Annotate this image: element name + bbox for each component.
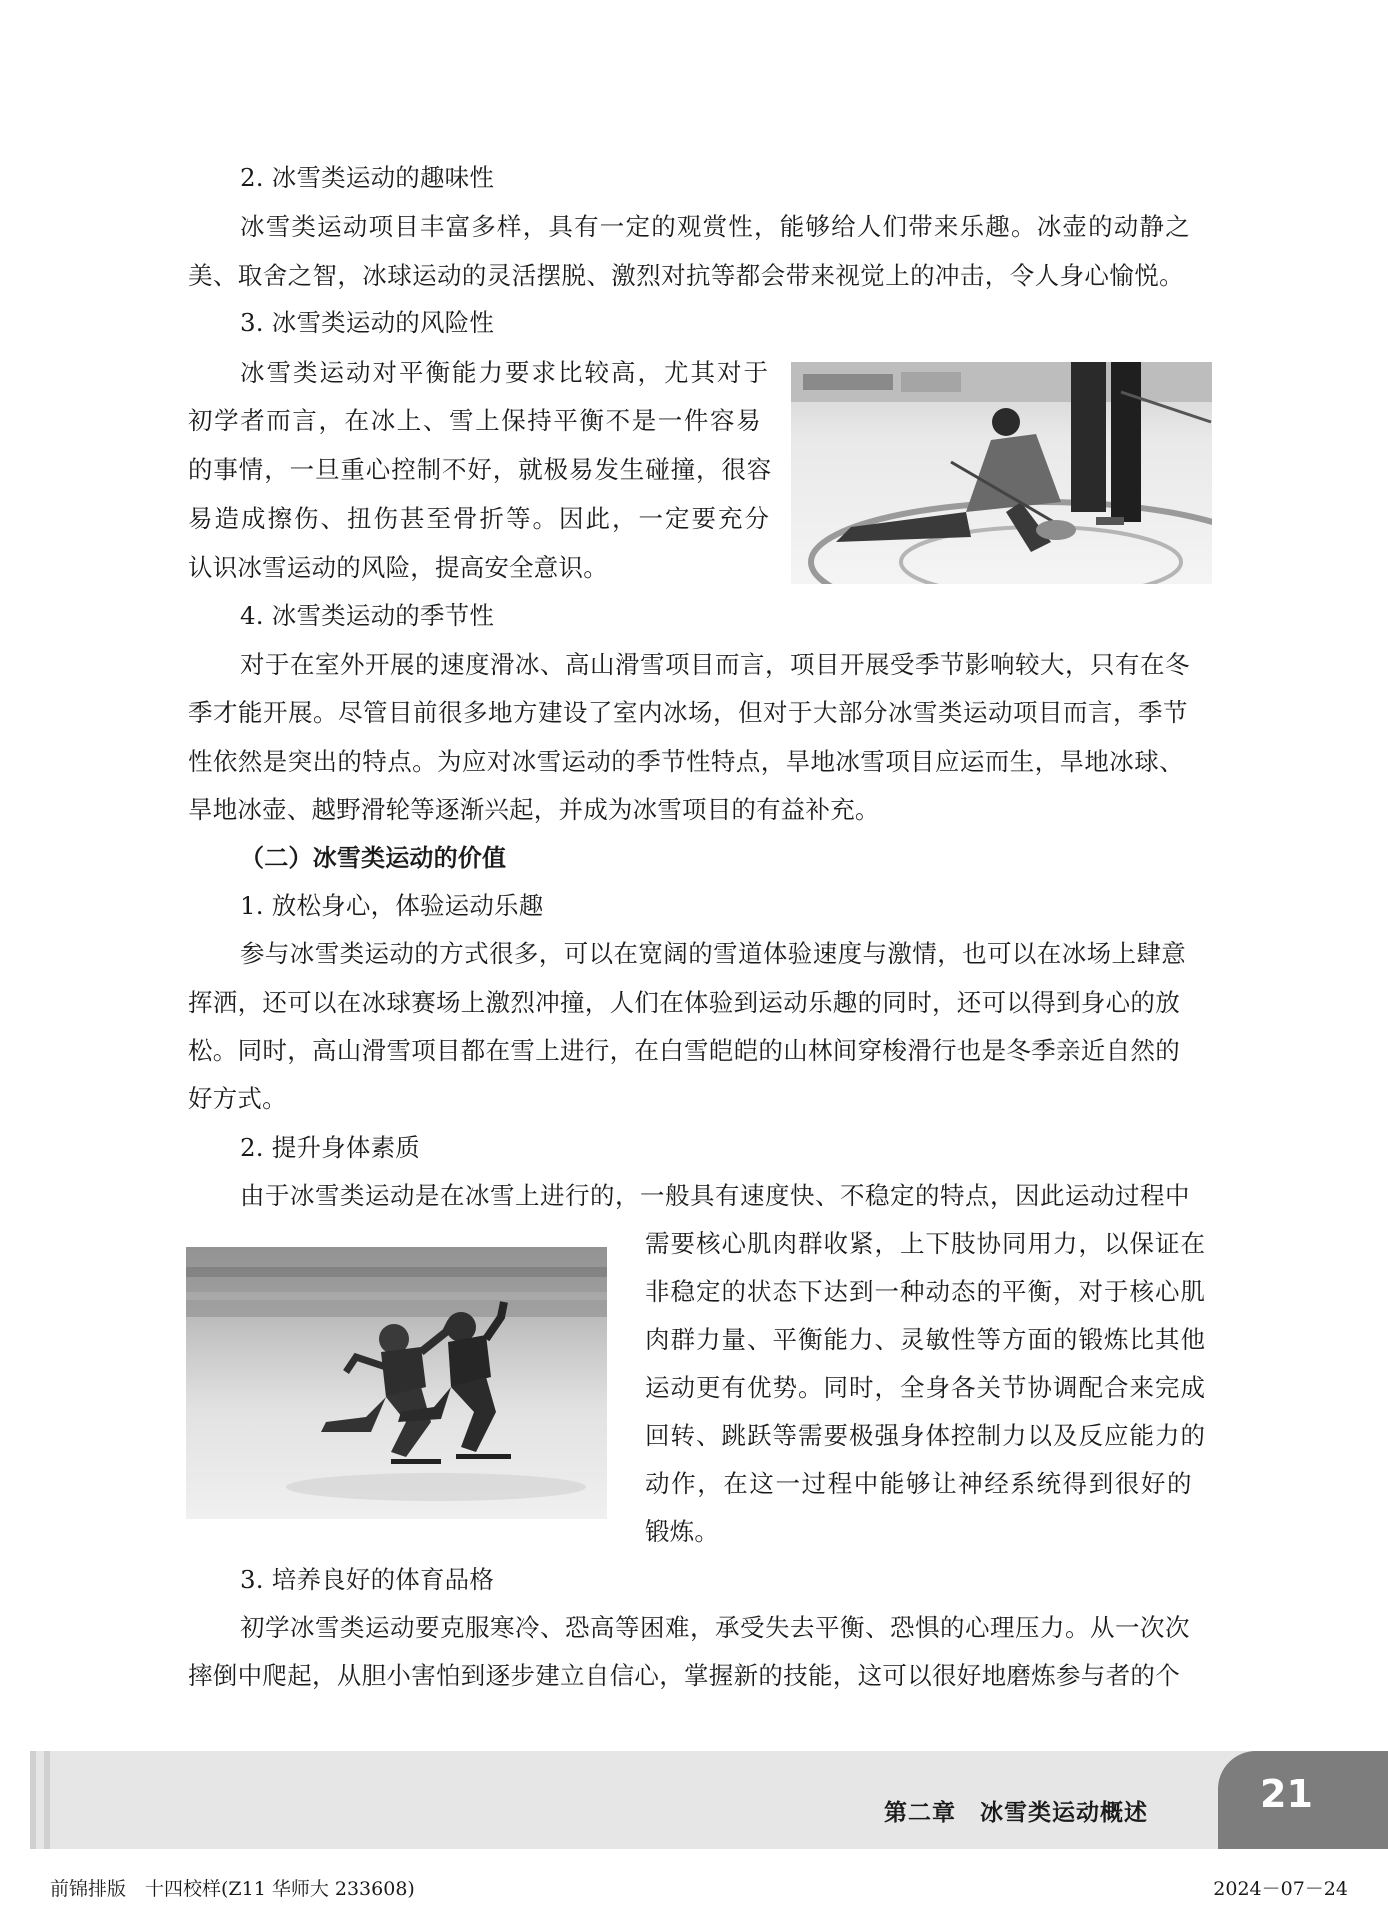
paragraph-line: 冰雪类运动对平衡能力要求比较高，尤其对于 xyxy=(240,358,770,387)
paragraph-line: 参与冰雪类运动的方式很多，可以在宽阔的雪道体验速度与激情，也可以在冰场上肆意 xyxy=(240,939,1187,968)
paragraph-line: 性依然是突出的特点。为应对冰雪运动的季节性特点，旱地冰雪项目应运而生，旱地冰球、 xyxy=(188,747,1184,776)
print-date: 2024－07－24 xyxy=(1213,1878,1348,1900)
paragraph-line: 挥洒，还可以在冰球赛场上激烈冲撞，人们在体验到运动乐趣的同时，还可以得到身心的放 xyxy=(188,988,1180,1017)
paragraph-line: 松。同时，高山滑雪项目都在雪上进行，在白雪皑皑的山林间穿梭滑行也是冬季亲近自然的 xyxy=(188,1036,1180,1065)
paragraph-line: 非稳定的状态下达到一种动态的平衡，对于核心肌 xyxy=(645,1277,1206,1306)
paragraph-line: 由于冰雪类运动是在冰雪上进行的，一般具有速度快、不稳定的特点，因此运动过程中 xyxy=(240,1181,1190,1210)
paragraph-line: 旱地冰壶、越野滑轮等逐渐兴起，并成为冰雪项目的有益补充。 xyxy=(188,795,880,824)
footer-stripe xyxy=(44,1751,50,1849)
paragraph-line: 回转、跳跃等需要极强身体控制力以及反应能力的 xyxy=(645,1421,1206,1450)
paragraph-line: 锻炼。 xyxy=(645,1517,720,1546)
subsection-heading-value: （二）冰雪类运动的价值 xyxy=(240,844,507,872)
paragraph-line: 季才能开展。尽管目前很多地方建设了室内冰场，但对于大部分冰雪类运动项目而言，季节 xyxy=(188,698,1188,727)
section-heading-relax: 1. 放松身心，体验运动乐趣 xyxy=(240,891,544,920)
paragraph-line: 好方式。 xyxy=(188,1084,287,1113)
paragraph-line: 易造成擦伤、扭伤甚至骨折等。因此，一定要充分 xyxy=(188,504,771,533)
footer-stripe xyxy=(30,1751,36,1849)
paragraph-line: 摔倒中爬起，从胆小害怕到逐步建立自信心，掌握新的技能，这可以很好地磨炼参与者的个 xyxy=(188,1661,1180,1690)
paragraph-line: 冰雪类运动项目丰富多样，具有一定的观赏性，能够给人们带来乐趣。冰壶的动静之 xyxy=(240,212,1191,241)
paragraph-line: 需要核心肌肉群收紧，上下肢协同用力，以保证在 xyxy=(645,1229,1206,1258)
page-number: 21 xyxy=(1260,1772,1313,1816)
paragraph-line: 的事情，一旦重心控制不好，就极易发生碰撞，很容 xyxy=(188,455,773,484)
print-info: 前锦排版 十四校样(Z11 华师大 233608) xyxy=(50,1878,415,1900)
paragraph-line: 肉群力量、平衡能力、灵敏性等方面的锻炼比其他 xyxy=(645,1325,1206,1354)
section-heading-fitness: 2. 提升身体素质 xyxy=(240,1133,420,1162)
section-heading-season: 4. 冰雪类运动的季节性 xyxy=(240,601,495,630)
curling-photo xyxy=(791,362,1212,584)
paragraph-line: 美、取舍之智，冰球运动的灵活摆脱、激烈对抗等都会带来视觉上的冲击，令人身心愉悦。 xyxy=(188,261,1184,290)
paragraph-line: 动作，在这一过程中能够让神经系统得到很好的 xyxy=(645,1469,1194,1498)
footer-band xyxy=(30,1751,1388,1849)
curling-photo-icon xyxy=(791,362,1212,584)
section-heading-fun: 2. 冰雪类运动的趣味性 xyxy=(240,163,495,192)
chapter-title: 第二章 冰雪类运动概述 xyxy=(884,1800,1148,1826)
section-heading-risk: 3. 冰雪类运动的风险性 xyxy=(240,308,495,337)
speed-skating-photo xyxy=(186,1247,607,1519)
paragraph-line: 初学冰雪类运动要克服寒冷、恐高等困难，承受失去平衡、恐惧的心理压力。从一次次 xyxy=(240,1613,1190,1642)
section-heading-character: 3. 培养良好的体育品格 xyxy=(240,1565,495,1594)
speed-skating-photo-icon xyxy=(186,1247,607,1519)
paragraph-line: 认识冰雪运动的风险，提高安全意识。 xyxy=(188,553,608,582)
paragraph-line: 对于在室外开展的速度滑冰、高山滑雪项目而言，项目开展受季节影响较大，只有在冬 xyxy=(240,650,1190,679)
paragraph-line: 运动更有优势。同时，全身各关节协调配合来完成 xyxy=(645,1373,1206,1402)
paragraph-line: 初学者而言，在冰上、雪上保持平衡不是一件容易 xyxy=(188,406,763,435)
